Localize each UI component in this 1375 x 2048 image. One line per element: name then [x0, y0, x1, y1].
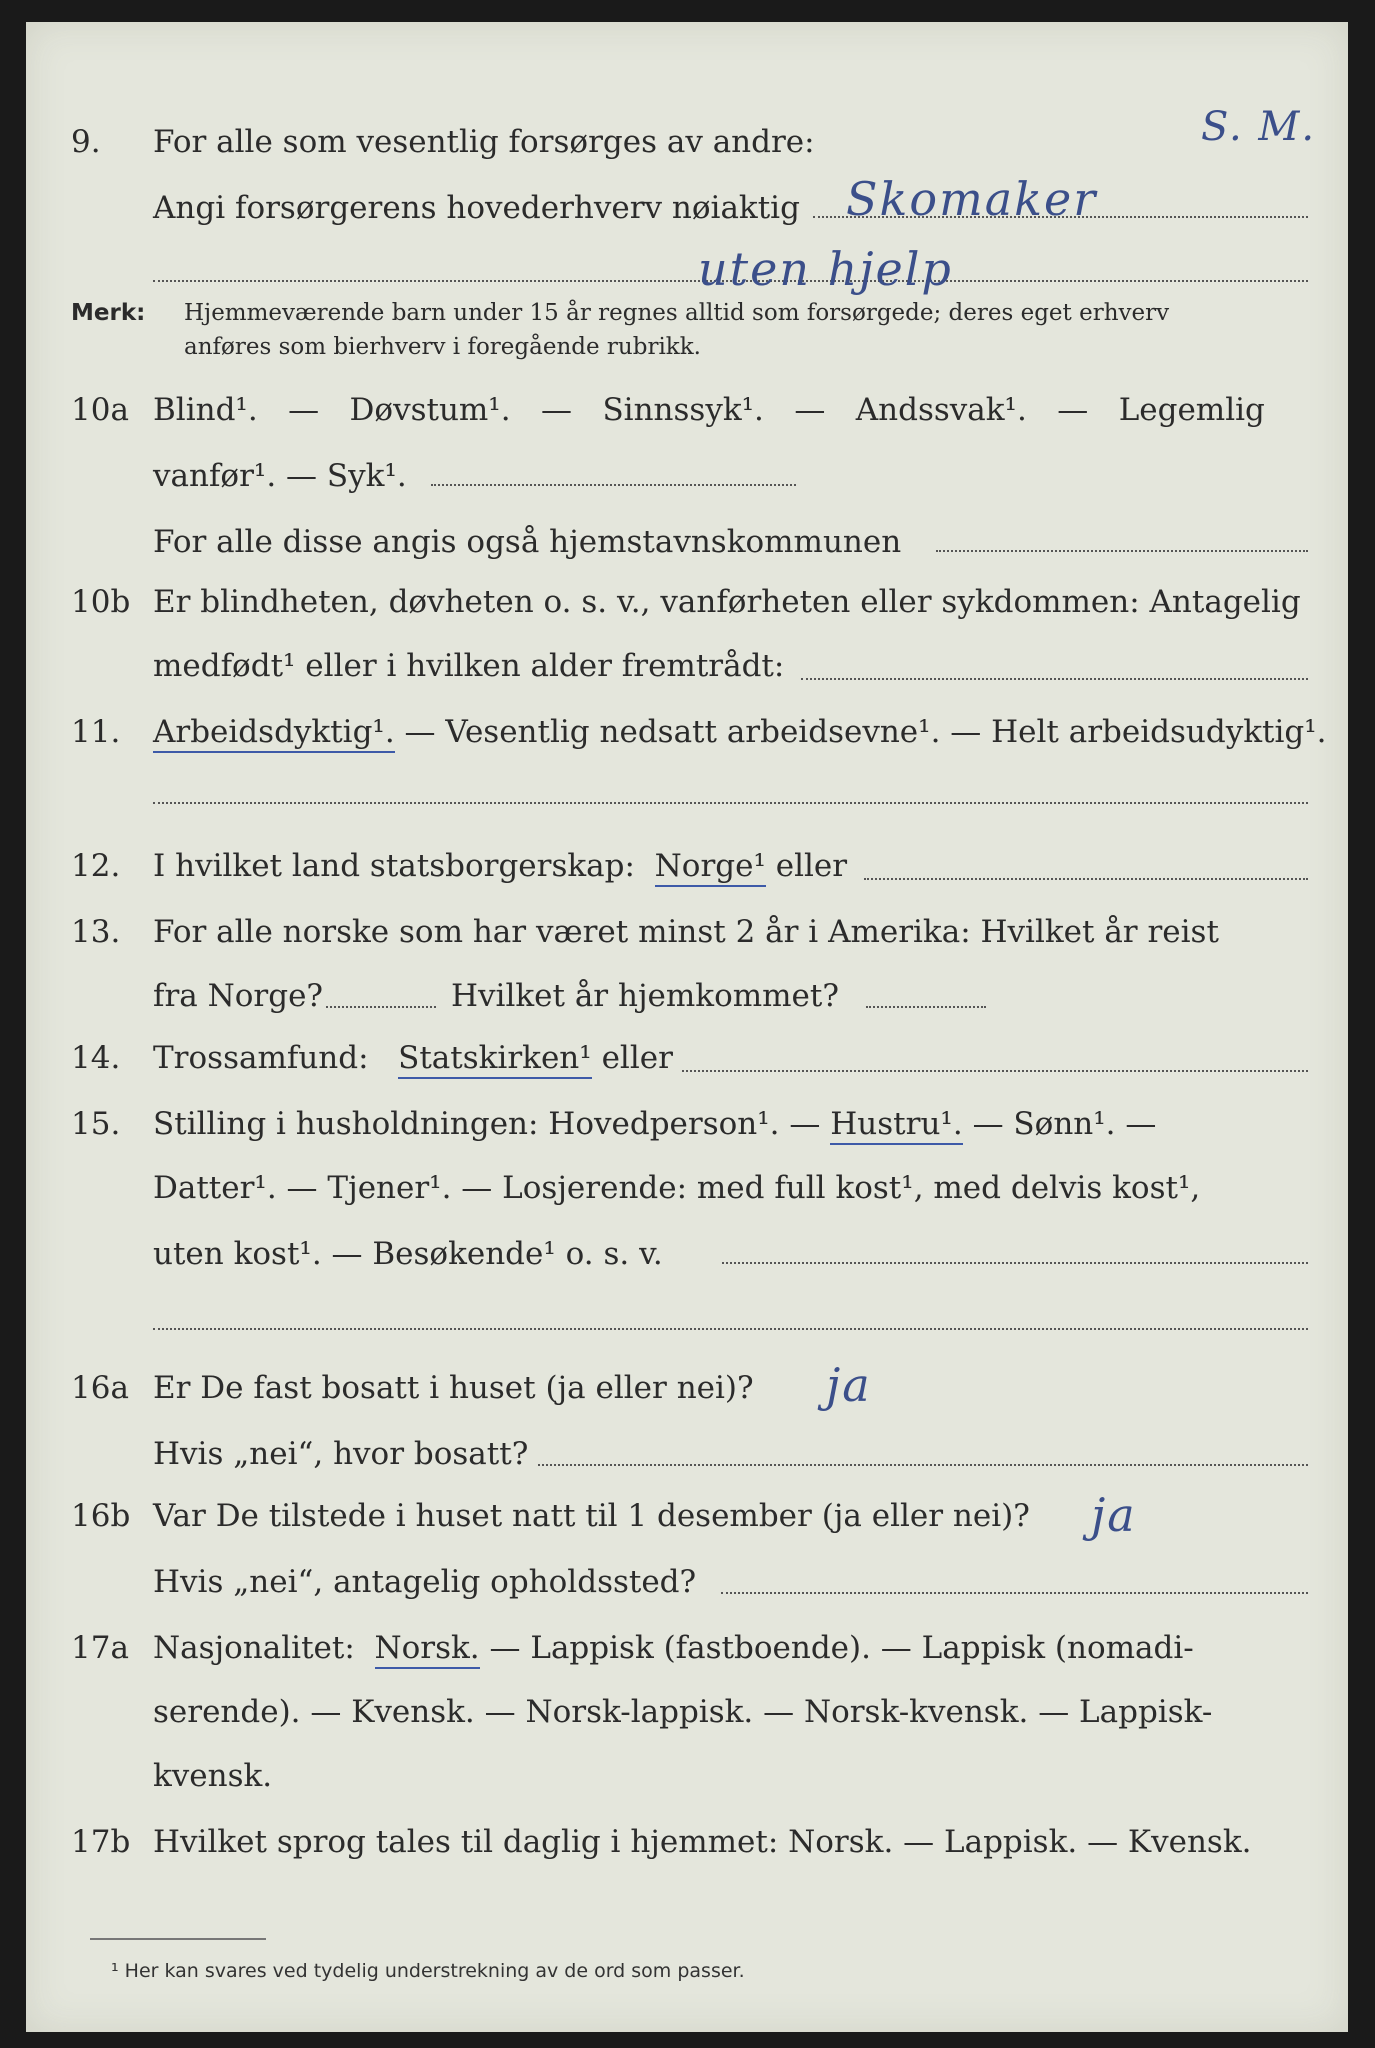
q15-text3: uten kost¹. — Besøkende¹ o. s. v.: [153, 1236, 663, 1272]
q15-text2: Datter¹. — Tjener¹. — Losjerende: med full kost¹, med delvis kost¹,: [153, 1170, 1201, 1206]
q10a-dash: —: [794, 392, 826, 428]
q11-text: [153, 712, 1327, 752]
q16b-answer: ja: [1091, 1488, 1137, 1542]
q14-pre: Trossamfund:: [153, 1040, 369, 1076]
q15-underlined: Hustru¹.: [830, 1106, 962, 1145]
q15-text1a: Stilling i husholdningen: Hovedperson¹. —: [153, 1106, 821, 1142]
q16b-number: 16b: [71, 1498, 131, 1534]
q16a-answer: ja: [826, 1358, 872, 1412]
q10a-text2: vanfør¹. — Syk¹.: [153, 458, 407, 494]
q14-answer-line: [682, 1070, 1308, 1072]
q13-number: 13.: [71, 914, 121, 950]
q10a-opt-legemlig: Legemlig: [1118, 392, 1265, 428]
margin-note: S. M.: [1201, 104, 1317, 150]
q13-hjemkommet-line: [866, 1006, 986, 1008]
q15-number: 15.: [71, 1106, 121, 1142]
q17a-underlined: Norsk.: [375, 1630, 480, 1669]
q11-answer-line: [153, 802, 1308, 804]
q15-text1: [153, 1104, 1156, 1144]
q17a-number: 17a: [71, 1630, 129, 1666]
q9-text1: For alle som vesentlig forsørges av andre:: [153, 124, 815, 160]
q14-underlined: Statskirken¹: [398, 1040, 592, 1079]
census-form-page: [26, 22, 1348, 2032]
q10a-opt-dovstum: Døvstum¹.: [349, 392, 511, 428]
q13-reist-line: [326, 1006, 436, 1008]
q15-answer-line2: [153, 1328, 1308, 1330]
q16a-text2: Hvis „nei“, hvor bosatt?: [153, 1436, 529, 1472]
q16b-text1: Var De tilstede i huset natt til 1 desember (ja eller nei)?: [153, 1498, 1030, 1534]
q17b-text1: Hvilket sprog tales til daglig i hjemmet: Norsk. — Lappisk. — Kvensk.: [153, 1824, 1252, 1860]
q10a-dash: —: [541, 392, 573, 428]
q10a-dash: —: [1057, 392, 1089, 428]
q14-number: 14.: [71, 1040, 121, 1076]
q13-text2a: fra Norge?: [153, 978, 324, 1014]
q13-text1: For alle norske som har været minst 2 år i Amerika: Hvilket år reist: [153, 914, 1219, 950]
q15-answer-line1: [722, 1262, 1308, 1264]
footnote-divider: [90, 1938, 266, 1940]
q12-number: 12.: [71, 848, 121, 884]
q17a-post: — Lappisk (fastboende). — Lappisk (nomadi-: [479, 1630, 1194, 1666]
merk-label: Merk:: [71, 300, 146, 326]
q11-underlined: Arbeidsdyktig¹.: [153, 714, 395, 753]
q17a-text3: kvensk.: [153, 1758, 273, 1794]
q10b-number: 10b: [71, 584, 131, 620]
merk-text2: anføres som bierhverv i foregående rubrikk.: [184, 334, 701, 360]
q10a-options: [153, 390, 1265, 430]
q9-text2: Angi forsørgerens hovederhverv nøiaktig: [153, 190, 800, 226]
q12-underlined: Norge¹: [655, 848, 766, 887]
q17a-text1: [153, 1628, 1194, 1668]
q14-post: eller: [601, 1040, 673, 1076]
q16a-answer-line: [538, 1464, 1308, 1466]
q10b-answer-line: [801, 678, 1308, 680]
q10b-text2: medfødt¹ eller i hvilken alder fremtrådt:: [153, 648, 785, 684]
q17b-number: 17b: [71, 1824, 131, 1860]
q10a-dash: —: [288, 392, 320, 428]
q12-answer-line: [864, 878, 1308, 880]
q16a-number: 16a: [71, 1370, 129, 1406]
q11-number: 11.: [71, 714, 121, 750]
q17a-pre: Nasjonalitet:: [153, 1630, 355, 1666]
q10a-hjemstavn-line: [936, 550, 1308, 552]
q9-number: 9.: [71, 124, 101, 160]
q10a-opt-andssvak: Andssvak¹.: [855, 392, 1027, 428]
q12-pre: I hvilket land statsborgerskap:: [153, 848, 635, 884]
q10a-answer-line: [431, 484, 796, 486]
q12-post: eller: [775, 848, 848, 884]
q16b-answer-line: [721, 1592, 1308, 1594]
q12-text: [153, 846, 847, 886]
q17a-text2: serende). — Kvensk. — Norsk-lappisk. — Norsk-kvensk. — Lappisk-: [153, 1694, 1213, 1730]
q16a-text1: Er De fast bosatt i huset (ja eller nei)?: [153, 1370, 754, 1406]
q11-rest: — Vesentlig nedsatt arbeidsevne¹. — Helt arbeidsudyktig¹.: [394, 714, 1327, 750]
q10a-number: 10a: [71, 392, 129, 428]
q10b-text1: Er blindheten, døvheten o. s. v., vanførheten eller sykdommen: Antagelig: [153, 584, 1301, 620]
merk-text1: Hjemmeværende barn under 15 år regnes alltid som forsørgede; deres eget erhverv: [184, 300, 1170, 326]
q9-answer2: uten hjelp: [698, 242, 953, 296]
footnote: ¹ Her kan svares ved tydelig understrekning av de ord som passer.: [111, 1960, 745, 1982]
q10a-opt-blind: Blind¹.: [153, 392, 258, 428]
q13-text2b: Hvilket år hjemkommet?: [451, 978, 839, 1014]
q10a-opt-sinnssyk: Sinnssyk¹.: [602, 392, 764, 428]
q9-answer1: Skomaker: [846, 172, 1098, 226]
q16b-text2: Hvis „nei“, antagelig opholdssted?: [153, 1564, 697, 1600]
q10a-text3: For alle disse angis også hjemstavnskommunen: [153, 524, 902, 560]
q15-text1b: — Sønn¹. —: [972, 1106, 1157, 1142]
q14-text: [153, 1038, 673, 1078]
